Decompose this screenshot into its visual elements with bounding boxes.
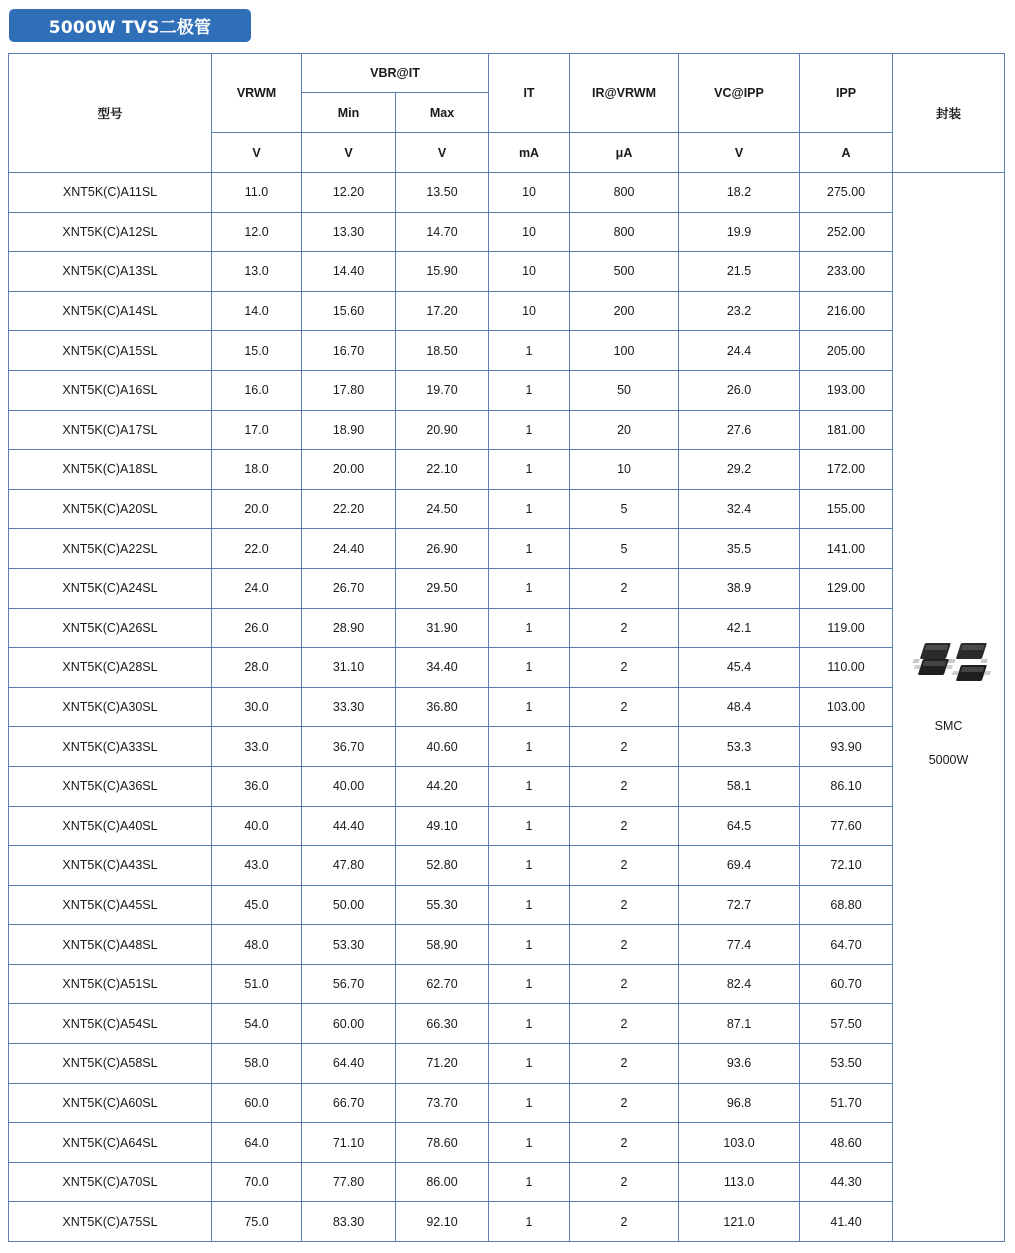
cell-model: XNT5K(C)A64SL [9,1123,212,1163]
cell-it: 1 [489,370,570,410]
header-model: 型号 [9,54,212,173]
cell-ir: 2 [570,885,679,925]
cell-vbr-min: 24.40 [302,529,396,569]
cell-vbr-max: 15.90 [396,252,489,292]
cell-vbr-max: 36.80 [396,687,489,727]
cell-ir: 500 [570,252,679,292]
cell-vbr-min: 77.80 [302,1162,396,1202]
cell-vbr-max: 44.20 [396,766,489,806]
cell-vbr-max: 26.90 [396,529,489,569]
cell-it: 1 [489,410,570,450]
table-row [9,291,1005,331]
cell-it: 1 [489,1004,570,1044]
cell-ipp: 110.00 [800,648,893,688]
table-row [9,687,1005,727]
cell-it: 1 [489,846,570,886]
cell-ir: 2 [570,925,679,965]
cell-it: 1 [489,1083,570,1123]
cell-vbr-min: 44.40 [302,806,396,846]
cell-ipp: 53.50 [800,1044,893,1084]
cell-it: 10 [489,291,570,331]
table-row [9,1004,1005,1044]
cell-it: 1 [489,1162,570,1202]
unit-min: V [302,133,396,173]
cell-ir: 2 [570,1162,679,1202]
cell-vc: 24.4 [679,331,800,371]
table-row [9,648,1005,688]
cell-model: XNT5K(C)A28SL [9,648,212,688]
cell-ir: 800 [570,212,679,252]
unit-it: mA [489,133,570,173]
cell-vbr-max: 92.10 [396,1202,489,1242]
cell-ipp: 44.30 [800,1162,893,1202]
cell-it: 10 [489,252,570,292]
unit-ipp: A [800,133,893,173]
cell-vbr-min: 17.80 [302,370,396,410]
header-vbr: VBR@IT [302,54,489,93]
cell-it: 1 [489,331,570,371]
cell-model: XNT5K(C)A22SL [9,529,212,569]
cell-it: 1 [489,806,570,846]
table-row [9,1083,1005,1123]
cell-model: XNT5K(C)A40SL [9,806,212,846]
cell-vbr-max: 86.00 [396,1162,489,1202]
cell-model: XNT5K(C)A24SL [9,568,212,608]
cell-it: 10 [489,212,570,252]
cell-vc: 35.5 [679,529,800,569]
cell-vrwm: 16.0 [212,370,302,410]
header-ipp: IPP [800,54,893,133]
cell-it: 1 [489,727,570,767]
cell-ir: 20 [570,410,679,450]
cell-ipp: 72.10 [800,846,893,886]
cell-vbr-min: 56.70 [302,964,396,1004]
cell-ir: 2 [570,1202,679,1242]
cell-vc: 113.0 [679,1162,800,1202]
cell-vc: 26.0 [679,370,800,410]
cell-vrwm: 26.0 [212,608,302,648]
cell-vc: 21.5 [679,252,800,292]
cell-vc: 64.5 [679,806,800,846]
cell-vbr-min: 47.80 [302,846,396,886]
cell-vc: 69.4 [679,846,800,886]
smc-package-icon [907,637,991,691]
cell-it: 1 [489,608,570,648]
cell-model: XNT5K(C)A45SL [9,885,212,925]
cell-vc: 48.4 [679,687,800,727]
cell-vrwm: 13.0 [212,252,302,292]
cell-ir: 2 [570,1044,679,1084]
cell-ipp: 193.00 [800,370,893,410]
cell-model: XNT5K(C)A48SL [9,925,212,965]
header-it: IT [489,54,570,133]
cell-vrwm: 24.0 [212,568,302,608]
cell-ipp: 77.60 [800,806,893,846]
cell-vbr-min: 83.30 [302,1202,396,1242]
cell-model: XNT5K(C)A58SL [9,1044,212,1084]
cell-vc: 38.9 [679,568,800,608]
cell-vrwm: 36.0 [212,766,302,806]
cell-ir: 2 [570,766,679,806]
table-body [9,173,1005,1242]
cell-vc: 19.9 [679,212,800,252]
table-row [9,1044,1005,1084]
table-row [9,608,1005,648]
cell-vrwm: 75.0 [212,1202,302,1242]
table-row [9,1202,1005,1242]
cell-ir: 5 [570,489,679,529]
cell-vc: 93.6 [679,1044,800,1084]
cell-vc: 58.1 [679,766,800,806]
cell-vbr-min: 36.70 [302,727,396,767]
cell-ir: 200 [570,291,679,331]
header-vbr-max: Max [396,93,489,133]
cell-vbr-min: 16.70 [302,331,396,371]
cell-vbr-max: 22.10 [396,450,489,490]
cell-vbr-min: 18.90 [302,410,396,450]
cell-vbr-min: 40.00 [302,766,396,806]
cell-vrwm: 33.0 [212,727,302,767]
cell-vrwm: 40.0 [212,806,302,846]
cell-ir: 2 [570,727,679,767]
cell-vrwm: 64.0 [212,1123,302,1163]
unit-vc: V [679,133,800,173]
table-row [9,964,1005,1004]
table-row [9,766,1005,806]
cell-vc: 45.4 [679,648,800,688]
cell-it: 1 [489,648,570,688]
cell-ipp: 64.70 [800,925,893,965]
cell-model: XNT5K(C)A13SL [9,252,212,292]
unit-max: V [396,133,489,173]
cell-model: XNT5K(C)A12SL [9,212,212,252]
cell-vbr-min: 53.30 [302,925,396,965]
table-row [9,1162,1005,1202]
cell-ir: 2 [570,806,679,846]
cell-vbr-min: 33.30 [302,687,396,727]
cell-it: 1 [489,568,570,608]
cell-vrwm: 28.0 [212,648,302,688]
header-ir: IR@VRWM [570,54,679,133]
unit-ir: μA [570,133,679,173]
cell-vrwm: 51.0 [212,964,302,1004]
header-vrwm: VRWM [212,54,302,133]
cell-vbr-max: 14.70 [396,212,489,252]
cell-ir: 800 [570,173,679,213]
cell-vrwm: 54.0 [212,1004,302,1044]
cell-model: XNT5K(C)A36SL [9,766,212,806]
cell-vc: 29.2 [679,450,800,490]
cell-ir: 10 [570,450,679,490]
cell-vbr-min: 50.00 [302,885,396,925]
cell-vbr-max: 17.20 [396,291,489,331]
cell-vrwm: 20.0 [212,489,302,529]
cell-it: 1 [489,1123,570,1163]
cell-vrwm: 18.0 [212,450,302,490]
cell-it: 1 [489,1044,570,1084]
header-package: 封装 [893,54,1005,173]
cell-ipp: 233.00 [800,252,893,292]
cell-ir: 2 [570,964,679,1004]
cell-model: XNT5K(C)A15SL [9,331,212,371]
package-power: 5000W [928,753,969,768]
cell-model: XNT5K(C)A33SL [9,727,212,767]
cell-vrwm: 14.0 [212,291,302,331]
cell-vbr-max: 66.30 [396,1004,489,1044]
cell-vc: 18.2 [679,173,800,213]
cell-vbr-min: 71.10 [302,1123,396,1163]
cell-vbr-max: 29.50 [396,568,489,608]
cell-model: XNT5K(C)A17SL [9,410,212,450]
cell-vbr-min: 20.00 [302,450,396,490]
cell-ipp: 275.00 [800,173,893,213]
cell-ipp: 252.00 [800,212,893,252]
package-cell [893,173,1005,1242]
table-row [9,846,1005,886]
cell-ipp: 93.90 [800,727,893,767]
cell-vbr-min: 28.90 [302,608,396,648]
package-name: SMC [934,719,963,734]
cell-vrwm: 45.0 [212,885,302,925]
cell-vrwm: 48.0 [212,925,302,965]
cell-vc: 103.0 [679,1123,800,1163]
cell-vbr-max: 49.10 [396,806,489,846]
table-row [9,450,1005,490]
section-title: 5000W TVS二极管 [9,9,251,42]
cell-vbr-max: 24.50 [396,489,489,529]
cell-ir: 5 [570,529,679,569]
cell-ipp: 141.00 [800,529,893,569]
cell-it: 1 [489,766,570,806]
cell-vrwm: 17.0 [212,410,302,450]
cell-vbr-max: 58.90 [396,925,489,965]
cell-it: 1 [489,885,570,925]
table-row [9,727,1005,767]
cell-model: XNT5K(C)A30SL [9,687,212,727]
cell-vrwm: 58.0 [212,1044,302,1084]
cell-vc: 121.0 [679,1202,800,1242]
cell-ipp: 51.70 [800,1083,893,1123]
cell-ir: 2 [570,608,679,648]
table-row [9,331,1005,371]
cell-vbr-max: 13.50 [396,173,489,213]
cell-model: XNT5K(C)A16SL [9,370,212,410]
cell-ir: 2 [570,568,679,608]
cell-ipp: 68.80 [800,885,893,925]
cell-ir: 2 [570,1083,679,1123]
cell-vbr-max: 62.70 [396,964,489,1004]
cell-vbr-min: 14.40 [302,252,396,292]
table-row [9,489,1005,529]
cell-vrwm: 30.0 [212,687,302,727]
cell-vc: 72.7 [679,885,800,925]
cell-vrwm: 60.0 [212,1083,302,1123]
cell-ipp: 86.10 [800,766,893,806]
cell-vbr-min: 60.00 [302,1004,396,1044]
cell-it: 10 [489,173,570,213]
cell-vbr-min: 64.40 [302,1044,396,1084]
cell-vrwm: 15.0 [212,331,302,371]
cell-ir: 2 [570,1004,679,1044]
cell-vbr-max: 73.70 [396,1083,489,1123]
cell-vbr-max: 34.40 [396,648,489,688]
cell-ipp: 57.50 [800,1004,893,1044]
cell-vbr-min: 26.70 [302,568,396,608]
cell-vbr-min: 15.60 [302,291,396,331]
cell-vrwm: 70.0 [212,1162,302,1202]
cell-vc: 82.4 [679,964,800,1004]
cell-model: XNT5K(C)A43SL [9,846,212,886]
cell-vbr-max: 78.60 [396,1123,489,1163]
cell-vrwm: 11.0 [212,173,302,213]
table-row [9,885,1005,925]
header-vbr-min: Min [302,93,396,133]
cell-vc: 87.1 [679,1004,800,1044]
cell-ipp: 41.40 [800,1202,893,1242]
cell-model: XNT5K(C)A54SL [9,1004,212,1044]
cell-ir: 2 [570,687,679,727]
cell-ir: 100 [570,331,679,371]
cell-vbr-min: 13.30 [302,212,396,252]
cell-ir: 50 [570,370,679,410]
cell-vrwm: 22.0 [212,529,302,569]
cell-vc: 42.1 [679,608,800,648]
tvs-spec-table [8,53,1005,1242]
cell-ipp: 119.00 [800,608,893,648]
cell-model: XNT5K(C)A75SL [9,1202,212,1242]
cell-vbr-max: 20.90 [396,410,489,450]
cell-vbr-min: 66.70 [302,1083,396,1123]
cell-it: 1 [489,529,570,569]
cell-ipp: 172.00 [800,450,893,490]
table-row [9,212,1005,252]
cell-vbr-max: 55.30 [396,885,489,925]
table-row [9,806,1005,846]
cell-vc: 77.4 [679,925,800,965]
cell-vc: 27.6 [679,410,800,450]
cell-ipp: 181.00 [800,410,893,450]
cell-vbr-max: 19.70 [396,370,489,410]
cell-vbr-max: 52.80 [396,846,489,886]
cell-model: XNT5K(C)A70SL [9,1162,212,1202]
cell-ipp: 155.00 [800,489,893,529]
cell-vrwm: 12.0 [212,212,302,252]
unit-vrwm: V [212,133,302,173]
cell-ipp: 103.00 [800,687,893,727]
cell-vc: 96.8 [679,1083,800,1123]
cell-vbr-min: 12.20 [302,173,396,213]
cell-vc: 32.4 [679,489,800,529]
cell-ipp: 60.70 [800,964,893,1004]
table-row [9,568,1005,608]
table-row [9,370,1005,410]
cell-model: XNT5K(C)A20SL [9,489,212,529]
cell-model: XNT5K(C)A11SL [9,173,212,213]
cell-ir: 2 [570,846,679,886]
cell-ir: 2 [570,648,679,688]
cell-vbr-min: 31.10 [302,648,396,688]
cell-model: XNT5K(C)A14SL [9,291,212,331]
table-row [9,173,1005,213]
cell-it: 1 [489,964,570,1004]
cell-vrwm: 43.0 [212,846,302,886]
cell-model: XNT5K(C)A60SL [9,1083,212,1123]
cell-ipp: 216.00 [800,291,893,331]
cell-vbr-min: 22.20 [302,489,396,529]
cell-it: 1 [489,450,570,490]
table-row [9,410,1005,450]
cell-vbr-max: 71.20 [396,1044,489,1084]
header-vc: VC@IPP [679,54,800,133]
cell-vbr-max: 31.90 [396,608,489,648]
cell-ipp: 48.60 [800,1123,893,1163]
table-row [9,252,1005,292]
table-row [9,529,1005,569]
cell-vc: 23.2 [679,291,800,331]
cell-it: 1 [489,489,570,529]
table-row [9,925,1005,965]
cell-vbr-max: 18.50 [396,331,489,371]
cell-model: XNT5K(C)A18SL [9,450,212,490]
cell-model: XNT5K(C)A26SL [9,608,212,648]
cell-vc: 53.3 [679,727,800,767]
cell-it: 1 [489,925,570,965]
cell-it: 1 [489,687,570,727]
cell-model: XNT5K(C)A51SL [9,964,212,1004]
cell-it: 1 [489,1202,570,1242]
cell-ipp: 205.00 [800,331,893,371]
table-row [9,1123,1005,1163]
cell-vbr-max: 40.60 [396,727,489,767]
cell-ipp: 129.00 [800,568,893,608]
cell-ir: 2 [570,1123,679,1163]
